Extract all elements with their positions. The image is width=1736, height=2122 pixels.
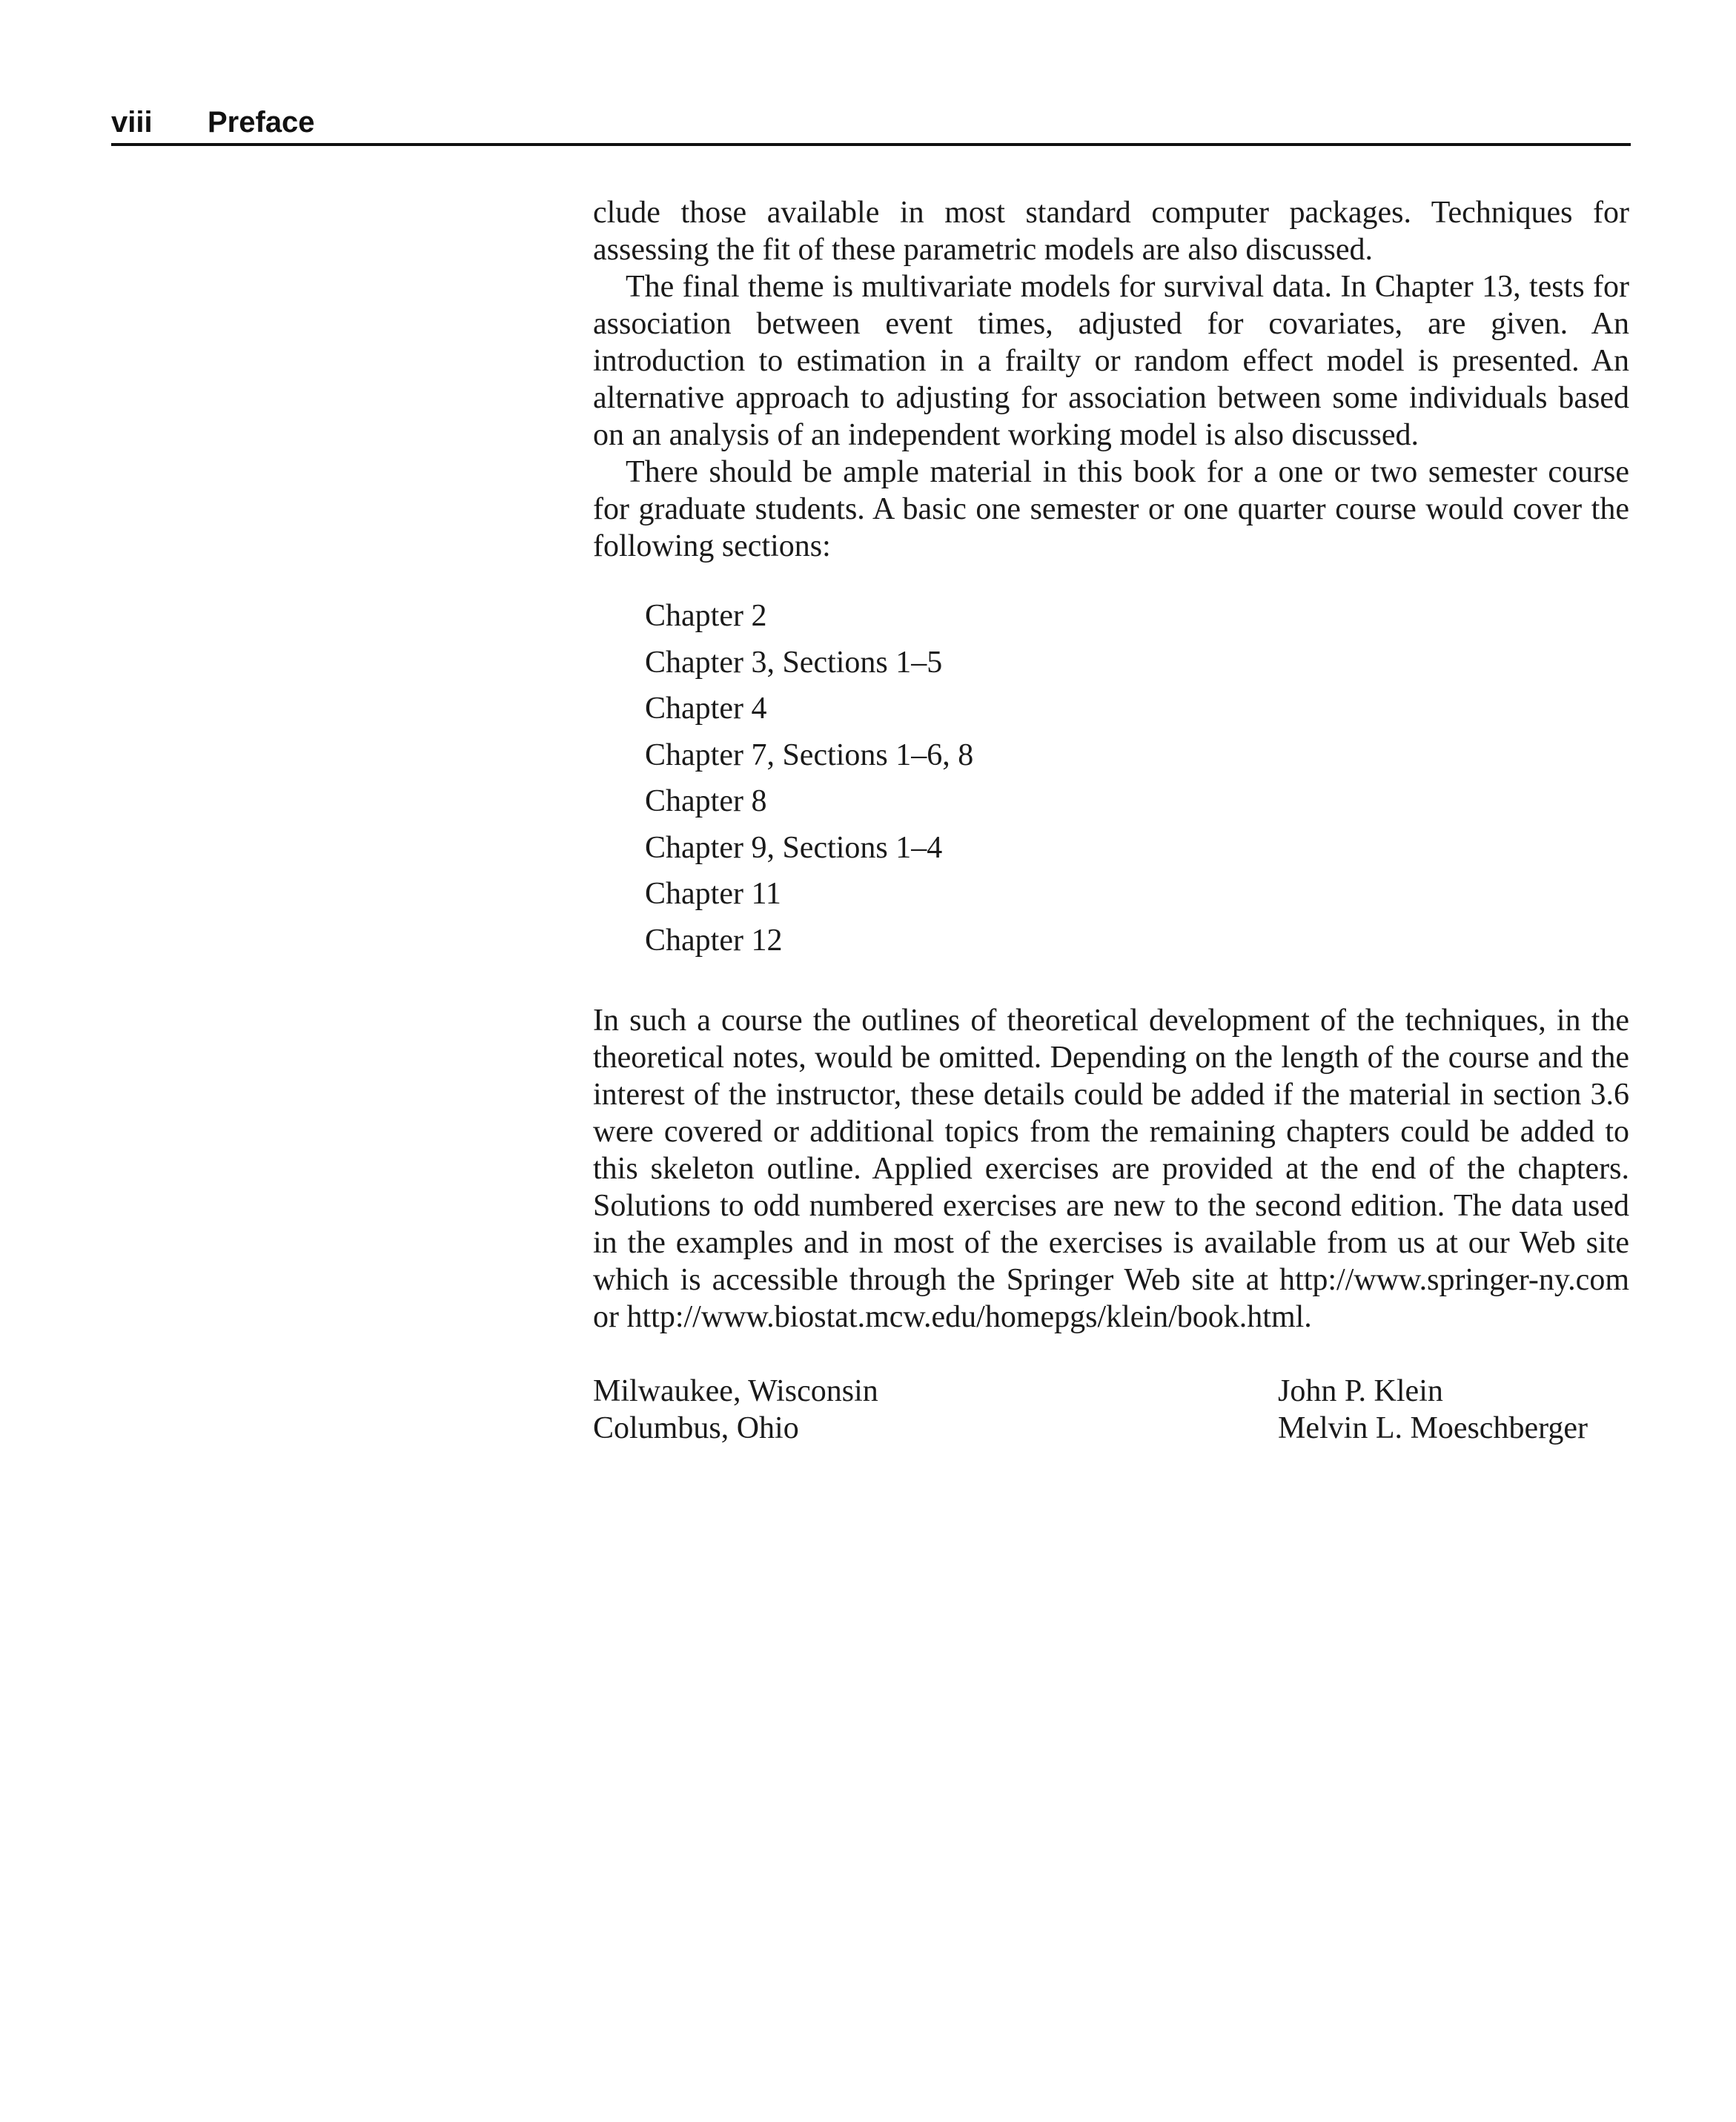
paragraph-course: There should be ample material in this book for a one or two semester course for graduate students. A basic one semester or one quarter course would cover the following sections: (593, 455, 1629, 563)
header-rule (111, 143, 1631, 146)
paragraph-multivariate: The final theme is multivariate models for survival data. In Chapter 13, tests for association between event times, adjusted for covariates, are given. An introduction to estimation in a frailty or random effect model is presented. An alternative approach to adjusting for association between some individuals based on an analysis of an independent working model is also discussed. (593, 270, 1629, 452)
signature-authors (1278, 1373, 1588, 1447)
place-milwaukee: Milwaukee, Wisconsin (593, 1374, 878, 1408)
author-moeschberger: Melvin L. Moeschberger (1278, 1411, 1588, 1445)
running-head (111, 104, 1631, 141)
list-item: Chapter 8 (645, 784, 767, 818)
page-number: viii (111, 106, 153, 139)
signature-places (593, 1373, 878, 1447)
paragraph-continued: clude those available in most standard computer packages. Techniques for assessing the fit of these parametric models are also discussed. (593, 196, 1629, 267)
list-item: Chapter 2 (645, 599, 767, 633)
chapter-list (645, 593, 1629, 964)
list-item: Chapter 7, Sections 1–6, 8 (645, 737, 974, 772)
list-item: Chapter 3, Sections 1–5 (645, 645, 943, 680)
preface-body (593, 194, 1629, 1447)
list-item: Chapter 12 (645, 923, 783, 958)
list-item: Chapter 9, Sections 1–4 (645, 830, 943, 865)
running-head-title: Preface (208, 106, 315, 139)
list-item: Chapter 11 (645, 877, 781, 911)
signature-block (593, 1373, 1629, 1447)
list-item: Chapter 4 (645, 692, 767, 726)
author-klein: John P. Klein (1278, 1374, 1443, 1408)
place-columbus: Columbus, Ohio (593, 1411, 799, 1445)
paragraph-closing: In such a course the outlines of theoretical development of the techniques, in the theoretical notes, would be omitted. Depending on the length of the course and the interest of the instructor, these details could be added if the material in section 3.6 were covered or additional topics from the remaining chapters could be added to this skeleton outline. Applied exercises are provided at the end of the chapters. Solutions to odd numbered exercises are new to the second edition. The data used in the examples and in most of the exercises is available from us at our Web site which is accessible through the Springer Web site at http://www.springer-ny.com or http://www.biostat.mcw.edu/homepgs/klein/book.html. (593, 1004, 1629, 1334)
